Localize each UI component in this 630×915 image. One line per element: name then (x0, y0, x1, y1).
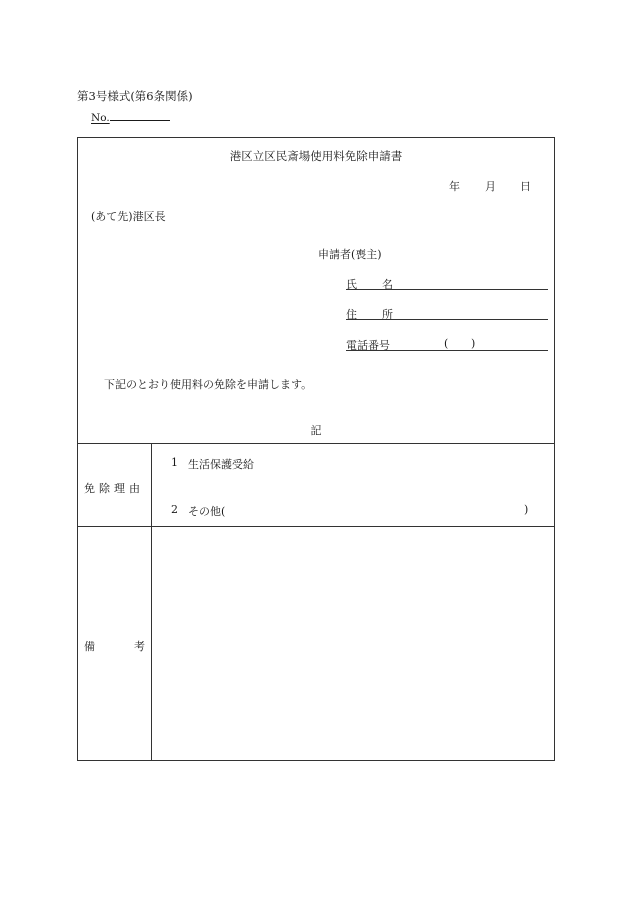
reason-other-close-paren: ) (524, 503, 529, 516)
addressee: (あて先)港区長 (91, 210, 166, 223)
reason-item-other[interactable] (171, 503, 226, 518)
applicant-phone-line[interactable] (346, 350, 548, 351)
phone-paren-close: ) (471, 337, 476, 350)
form-title: 港区立区民斎場使用料免除申請書 (229, 149, 403, 163)
date-month-label: 月 (485, 180, 496, 193)
exemption-reason-label: 免除理由 (84, 482, 144, 495)
document-number-line (110, 109, 170, 121)
ki-heading: 記 (310, 424, 322, 437)
reason-item-number: 1 (171, 456, 178, 469)
application-statement: 下記のとおり使用料の免除を申請します。 (104, 378, 313, 391)
phone-label-text: 電話番号 (346, 339, 390, 352)
remarks-char1: 備 (84, 640, 95, 653)
date-day-label: 日 (520, 180, 531, 193)
reason-item-welfare[interactable] (171, 456, 254, 471)
applicant-name-line[interactable] (346, 289, 548, 290)
remarks-char2: 考 (134, 640, 145, 653)
form-number-label: 第3号様式(第6条関係) (77, 89, 193, 103)
remarks-label (84, 638, 145, 654)
document-number-field[interactable] (91, 109, 170, 124)
address-label-char2: 所 (382, 308, 393, 321)
reason-item-text: その他( (188, 505, 226, 518)
table-top-border (77, 443, 555, 444)
reason-item-text: 生活保護受給 (188, 458, 254, 471)
address-label-char1: 住 (346, 308, 357, 321)
phone-paren-open: ( (444, 337, 449, 350)
reason-item-number: 2 (171, 503, 178, 516)
name-label-char1: 氏 (346, 278, 357, 291)
name-label-char2: 名 (382, 278, 393, 291)
remarks-field[interactable] (152, 527, 554, 760)
document-number-label: No. (91, 112, 110, 124)
date-year-label: 年 (449, 180, 460, 193)
applicant-address-line[interactable] (346, 319, 548, 320)
applicant-heading: 申請者(喪主) (318, 248, 382, 261)
